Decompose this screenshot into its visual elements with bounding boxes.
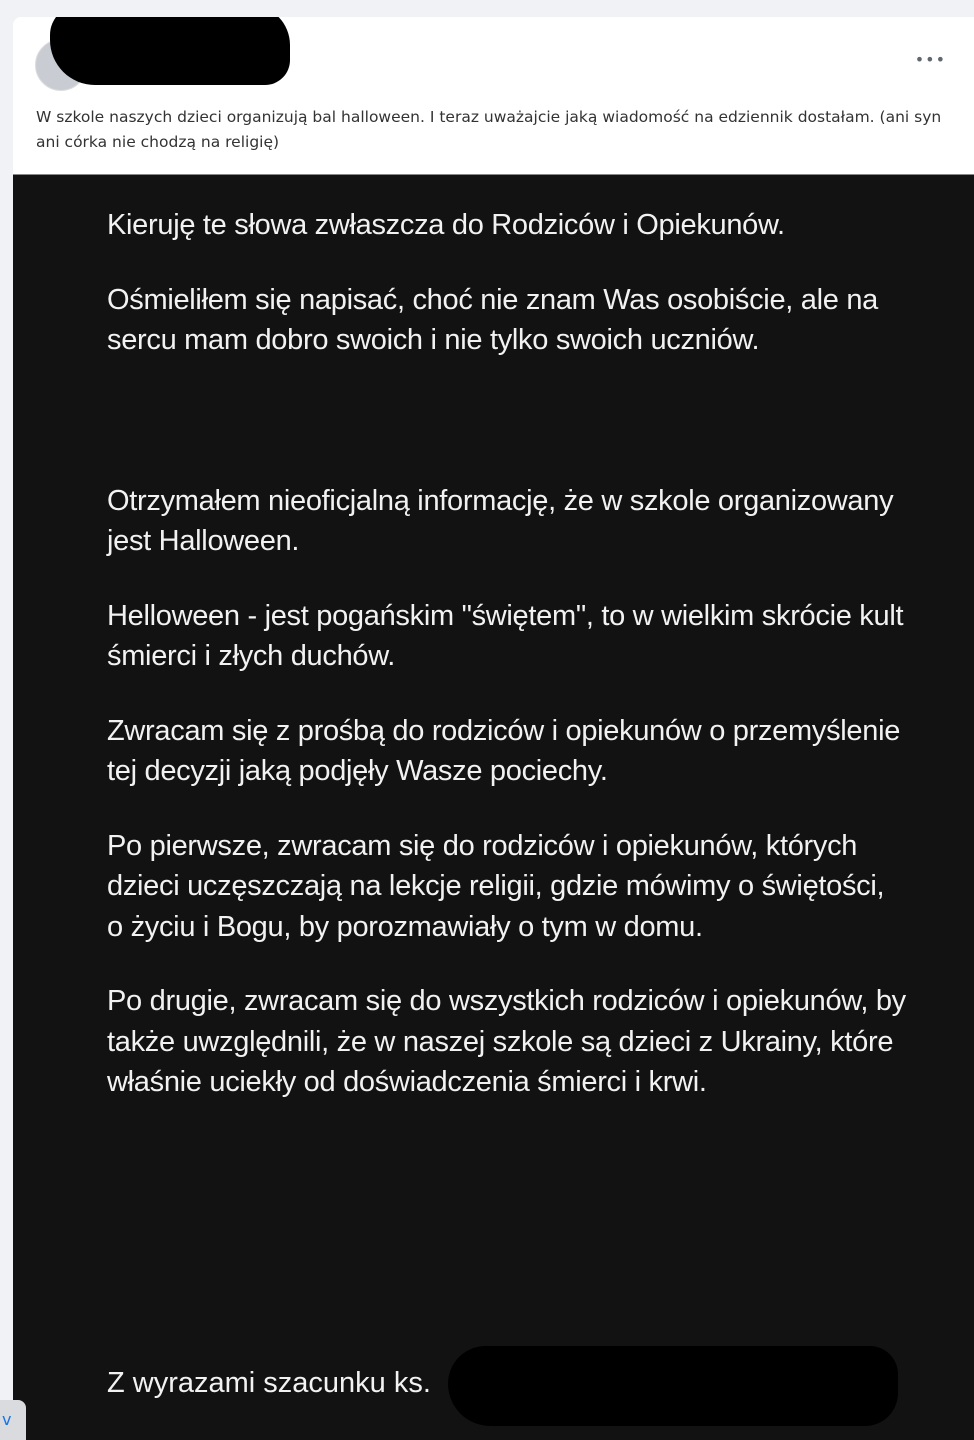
letter-paragraph: Zwracam się z prośbą do rodziców i opiekunów o przemyślenie tej decyzji jaką podjęły Wasze pociechy. xyxy=(107,714,901,787)
post-caption: W szkole naszych dzieci organizują bal halloween. I teraz uważajcie jaką wiadomość na edziennik dostałam. (ani syn ani córka nie chodzą na religię) xyxy=(36,108,942,151)
letter-paragraph: Po drugie, zwracam się do wszystkich rodziców i opiekunów, by także uwzględnili, że w naszej szkole są dzieci z Ukrainy, które właśnie uciekły od doświadczenia śmierci i krwi. xyxy=(107,985,906,1098)
letter-paragraph: Otrzymałem nieoficjalną informację, że w szkole organizowany jest Halloween. xyxy=(107,484,894,557)
letter-paragraph: Ośmieliłem się napisać, choć nie znam Was osobiście, ale na sercu mam dobro swoich i nie tylko swoich uczniów. xyxy=(107,283,879,356)
letter-paragraph: Helloween - jest pogańskim "świętem", to w wielkim skrócie kult śmierci i złych duchów. xyxy=(107,599,904,672)
side-tab[interactable]: v xyxy=(0,1400,26,1440)
letter-text xyxy=(107,205,907,1137)
post-image[interactable] xyxy=(13,174,974,1440)
post-card xyxy=(13,17,974,1440)
letter-paragraph: Kieruję te słowa zwłaszcza do Rodziców i Opiekunów. xyxy=(107,209,785,241)
more-options-icon[interactable]: ••• xyxy=(914,50,946,69)
author-name-redacted xyxy=(50,17,290,85)
letter-paragraph: Po pierwsze, zwracam się do rodziców i opiekunów, których dzieci uczęszczają na lekcje religii, gdzie mówimy o świętości, o życiu i Bogu, by porozmawiały o tym w domu. xyxy=(107,829,885,943)
post-header xyxy=(13,17,974,174)
letter-signature: Z wyrazami szacunku ks. xyxy=(107,1367,431,1399)
signature-redacted xyxy=(448,1346,898,1426)
